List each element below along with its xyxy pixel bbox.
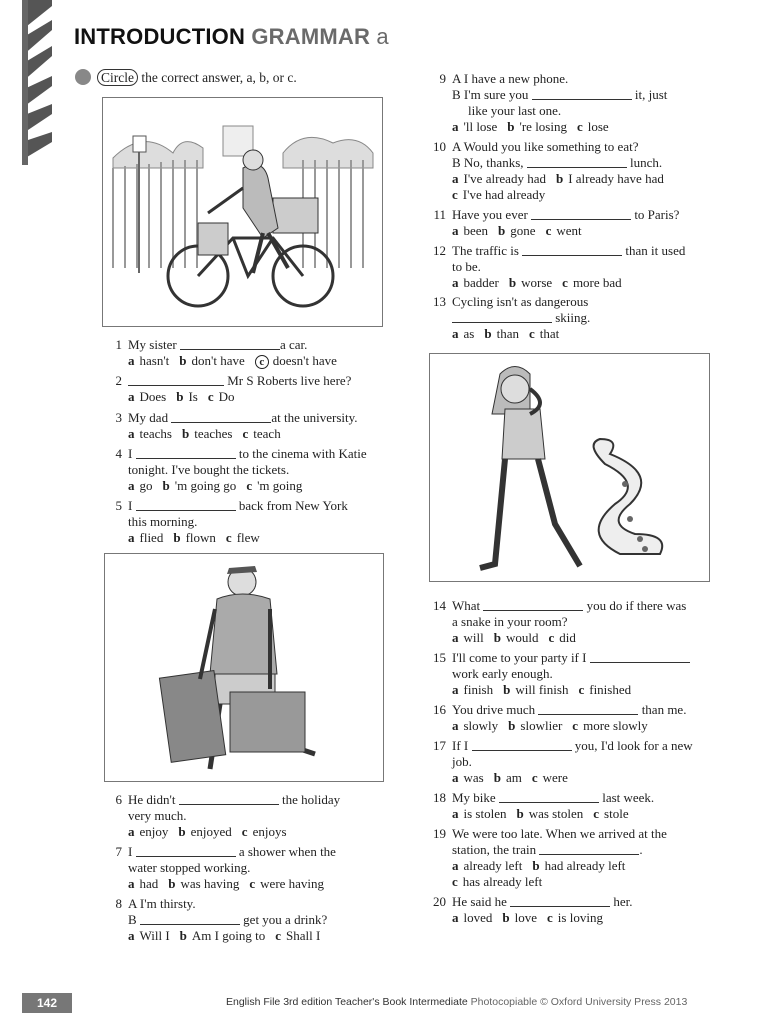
answer-options: a will b would c did — [452, 630, 576, 645]
answer-blank[interactable] — [590, 662, 690, 663]
answer-options: a had b was having c were having — [128, 876, 325, 891]
answer-options: a was b am c were — [452, 770, 568, 785]
answer-blank[interactable] — [531, 219, 631, 220]
answer-options: a slowly b slowlier c more slowly — [452, 718, 648, 733]
question-6: 6 He didn't the holiday very much. a enjoy b enjoyed c enjoys — [115, 792, 341, 839]
answer-options: a as b than c that — [452, 326, 560, 341]
answer-blank[interactable] — [539, 854, 639, 855]
answer-blank[interactable] — [483, 610, 583, 611]
question-5: 5 I back from New York this morning. a flied b flown c flew — [115, 498, 348, 545]
answer-options: a badder b worse c more bad — [452, 275, 622, 290]
question-3: 3 My dad at the university. a teachs b teaches c teach — [115, 410, 358, 441]
answer-blank[interactable] — [140, 924, 240, 925]
answer-options: a flied b flown c flew — [128, 530, 260, 545]
circle-word: Circle — [97, 69, 138, 86]
question-13: 13 Cycling isn't as dangerous skiing. a as b than c that — [433, 294, 591, 341]
answer-options: a hasn't b don't have c doesn't have — [128, 353, 337, 368]
question-17: 17 If I you, I'd look for a new job. a was b am c were — [433, 738, 693, 785]
answer-blank[interactable] — [136, 510, 236, 511]
answer-blank[interactable] — [136, 856, 236, 857]
answer-blank[interactable] — [522, 255, 622, 256]
question-10: 10 A Would you like something to eat? B No, thanks, lunch. a I've already had b I already have had c I've had already — [452, 139, 674, 203]
answer-blank[interactable] — [510, 906, 610, 907]
answer-options: a Does b Is c Do — [128, 389, 235, 404]
answer-blank[interactable] — [532, 99, 632, 100]
question-9: 9 A I have a new phone. B I'm sure you it, just like your last one. a 'll lose b 're losing c lose — [439, 71, 668, 134]
answer-blank[interactable] — [527, 167, 627, 168]
question-2: 2 Mr S Roberts live here? a Does b Is c Do — [115, 373, 352, 404]
question-18: 18 My bike last week. a is stolen b was stolen c stole — [433, 790, 655, 821]
question-12: 12 The traffic is than it used to be. a badder b worse c more bad — [433, 243, 686, 290]
answer-options: a loved b love c is loving — [452, 910, 603, 925]
answer-options: a enjoy b enjoyed c enjoys — [128, 824, 287, 839]
decorative-stripes — [22, 0, 52, 165]
question-16: 16 You drive much than me. a slowly b slowlier c more slowly — [433, 702, 687, 733]
exercise-bullet-icon — [75, 69, 91, 85]
answer-options: a finish b will finish c finished — [452, 682, 632, 697]
answer-blank[interactable] — [171, 422, 271, 423]
question-1: 1 My sister a car. a hasn't b don't have c doesn't have — [128, 337, 347, 369]
page-title — [74, 24, 389, 50]
question-7: 7 I a shower when the water stopped working. a had b was having c were having — [115, 844, 336, 891]
answer-blank[interactable] — [128, 385, 224, 386]
answer-blank[interactable] — [499, 802, 599, 803]
title-letter: a — [376, 24, 389, 49]
answer-blank[interactable] — [136, 458, 236, 459]
answer-blank[interactable] — [538, 714, 638, 715]
footer-credit: English File 3rd edition Teacher's Book Intermediate Photocopiable © Oxford University Press 2013 — [226, 996, 688, 1008]
instruction-text: the correct answer, a, b, or c. — [141, 70, 297, 85]
question-19: 19 We were too late. When we arrived at the station, the train . a already left b had already left c has already left — [433, 826, 667, 889]
traveller-illustration — [104, 553, 384, 782]
cyclist-illustration — [102, 97, 383, 327]
answer-options: a is stolen b was stolen c stole — [452, 806, 629, 821]
title-grammar: GRAMMAR — [251, 24, 371, 49]
answer-blank[interactable] — [179, 804, 279, 805]
answer-options: a I've already had b I already have had — [452, 171, 664, 186]
answer-blank[interactable] — [452, 322, 552, 323]
exercise-instruction — [75, 69, 297, 86]
snake-illustration — [429, 353, 710, 582]
answer-options: a 'll lose b 're losing c lose — [452, 119, 609, 134]
question-4: 4 I to the cinema with Katie tonight. I've bought the tickets. a go b 'm going go c 'm going — [115, 446, 367, 493]
answer-blank[interactable] — [180, 349, 280, 350]
answer-blank[interactable] — [472, 750, 572, 751]
page-number: 142 — [22, 993, 72, 1013]
answer-options: a teachs b teaches c teach — [128, 426, 281, 441]
question-8: 8 A I'm thirsty. B get you a drink? a Will I b Am I going to c Shall I — [128, 896, 330, 944]
answer-options: a go b 'm going go c 'm going — [128, 478, 303, 493]
question-15: 15 I'll come to your party if I work early enough. a finish b will finish c finished — [452, 650, 690, 698]
question-11: 11 Have you ever to Paris? a been b gone c went — [433, 207, 680, 238]
circled-answer-icon: c — [255, 355, 269, 369]
answer-options: a been b gone c went — [452, 223, 582, 238]
title-introduction: INTRODUCTION — [74, 24, 246, 49]
question-14: 14 What you do if there was a snake in your room? a will b would c did — [433, 598, 687, 645]
question-20: 20 He said he her. a loved b love c is loving — [433, 894, 633, 925]
answer-options: a Will I b Am I going to c Shall I — [128, 928, 321, 943]
answer-options: a already left b had already left — [452, 858, 626, 873]
